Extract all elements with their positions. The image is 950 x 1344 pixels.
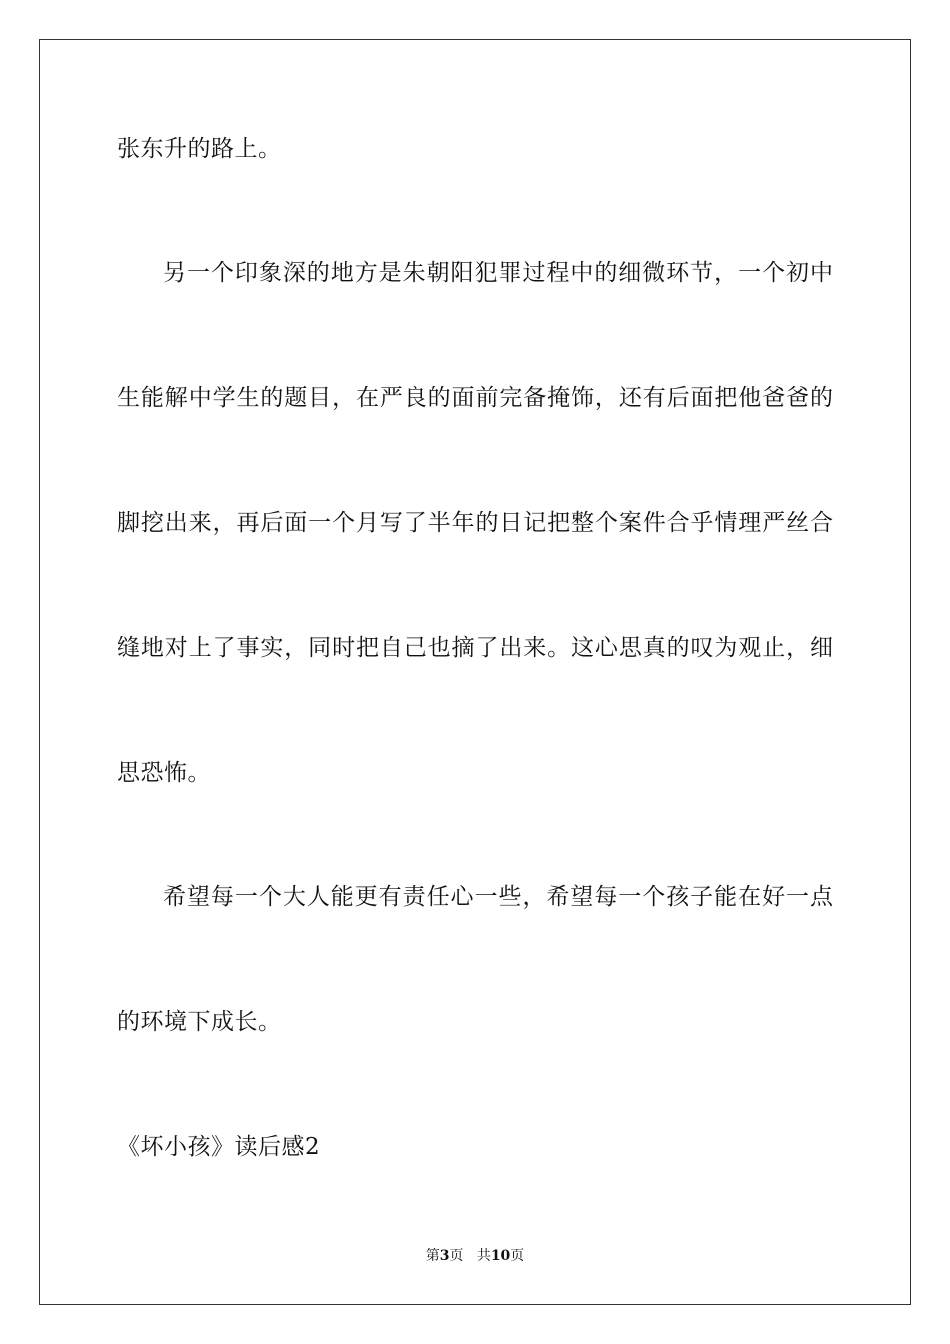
text-line-4: 脚挖出来，再后面一个月写了半年的日记把整个案件合乎情理严丝合 bbox=[117, 510, 833, 536]
footer-total-suffix: 页 bbox=[510, 1248, 525, 1264]
footer-total-prefix: 共 bbox=[476, 1248, 491, 1264]
section-heading: 《坏小孩》读后感2 bbox=[117, 1134, 321, 1160]
text-line-7: 希望每一个大人能更有责任心一些，希望每一个孩子能在好一点 bbox=[163, 884, 833, 910]
text-line-1: 张东升的路上。 bbox=[117, 136, 282, 162]
text-line-3: 生能解中学生的题目，在严良的面前完备掩饰，还有后面把他爸爸的 bbox=[117, 385, 833, 411]
page-footer bbox=[0, 1246, 950, 1266]
footer-page-suffix: 页 bbox=[449, 1248, 464, 1264]
footer-total-pages: 10 bbox=[490, 1248, 511, 1264]
text-line-2: 另一个印象深的地方是朱朝阳犯罪过程中的细微环节，一个初中 bbox=[163, 260, 833, 286]
text-line-6: 思恐怖。 bbox=[117, 760, 211, 786]
footer-page-number: 3 bbox=[439, 1248, 450, 1264]
footer-page-prefix: 第 bbox=[425, 1248, 440, 1264]
text-line-8: 的环境下成长。 bbox=[117, 1009, 282, 1035]
text-line-5: 缝地对上了事实，同时把自己也摘了出来。这心思真的叹为观止，细 bbox=[117, 635, 833, 661]
page-border bbox=[39, 39, 911, 1305]
